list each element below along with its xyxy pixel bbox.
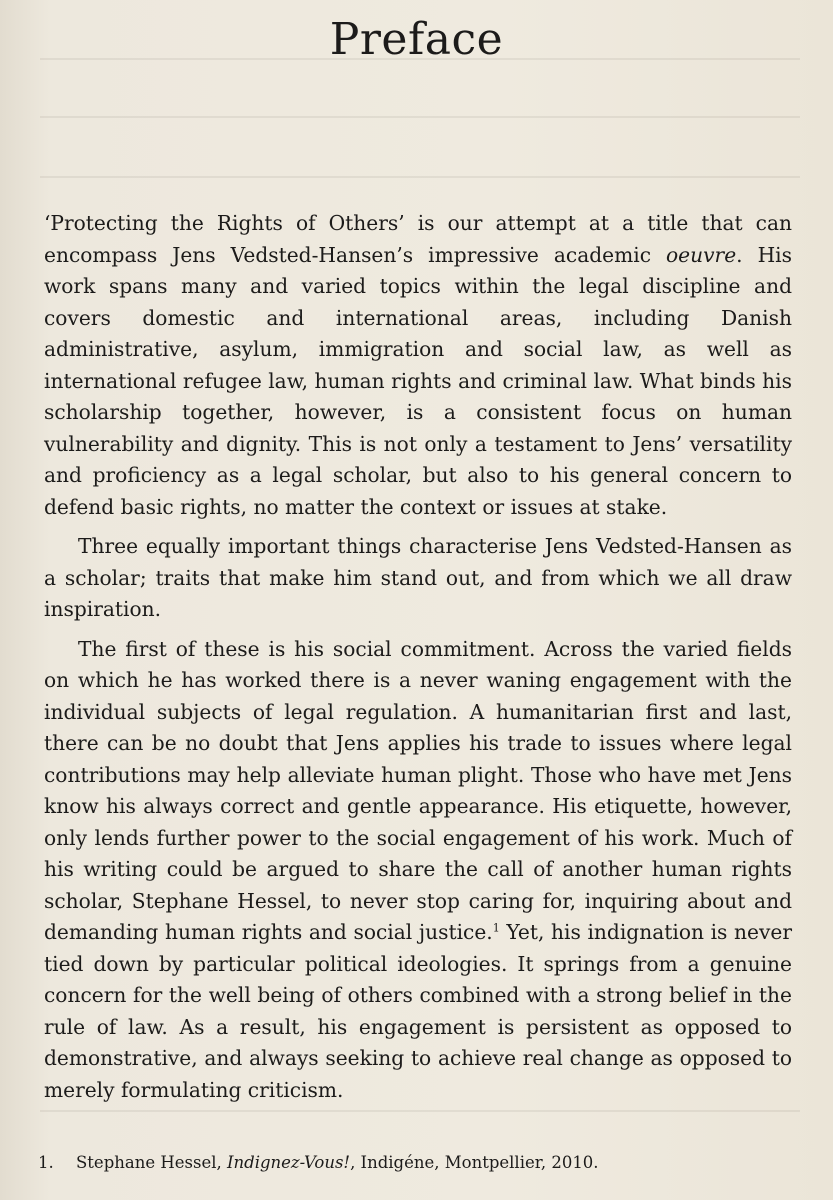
footnote: 1. Stephane Hessel, Indignez-Vous!, Indigéne, Montpellier, 2010. xyxy=(38,1153,599,1172)
paragraph-3: The first of these is his social commitment. Across the varied fields on which he has worked there is a never waning engagement with the individual subjects of legal regulation. A humanitarian first and last, there can be no doubt that Jens applies his trade to issues where legal contributions may help alleviate human plight. Those who have met Jens know his always correct and gentle appearance. His etiquette, however, only lends further power to the social engagement of his work. Much of his writing could be argued to share the call of another human rights scholar, Stephane Hessel, to never stop caring for, inquiring about and demanding human rights and social justice.$^1$ Yet, his indignation is never tied down by particular political ideologies. It springs from a genuine concern for the well being of others combined with a strong belief in the rule of law. As a result, his engagement is persistent as opposed to demonstrative, and always seeking to achieve real change as opposed to merely formulating criticism. xyxy=(44,636,792,1102)
paragraph-2: Three equally important things characterise Jens Vedsted-Hansen as a scholar; traits that make him stand out, and from which we all draw inspiration. xyxy=(44,534,792,621)
show-through-line xyxy=(40,1110,800,1112)
paragraph-1: ‘Protecting the Rights of Others’ is our attempt at a title that can encompass Jens Vedsted-Hansen’s impressive academic oeuvre. His work spans many and varied topics within the legal discipline and covers domestic and international areas, including Danish administrative, asylum, immigration and social law, as well as international refugee law, human rights and criminal law. What binds his scholarship together, however, is a consistent focus on human vulnerability and dignity. This is not only a testament to Jens’ versatility and proficiency as a legal scholar, but also to his general concern to defend basic rights, no matter the context or issues at stake. xyxy=(44,211,793,519)
footnote-number: 1. xyxy=(38,1153,54,1172)
preface-body xyxy=(44,208,792,1106)
footnote-reference: 1 xyxy=(492,921,500,935)
show-through-line xyxy=(40,176,800,178)
page-title: Preface xyxy=(329,14,504,65)
show-through-line xyxy=(40,116,800,118)
footnote-work-title: Indignez-Vous! xyxy=(226,1153,351,1172)
italic-term: oeuvre xyxy=(666,242,737,267)
